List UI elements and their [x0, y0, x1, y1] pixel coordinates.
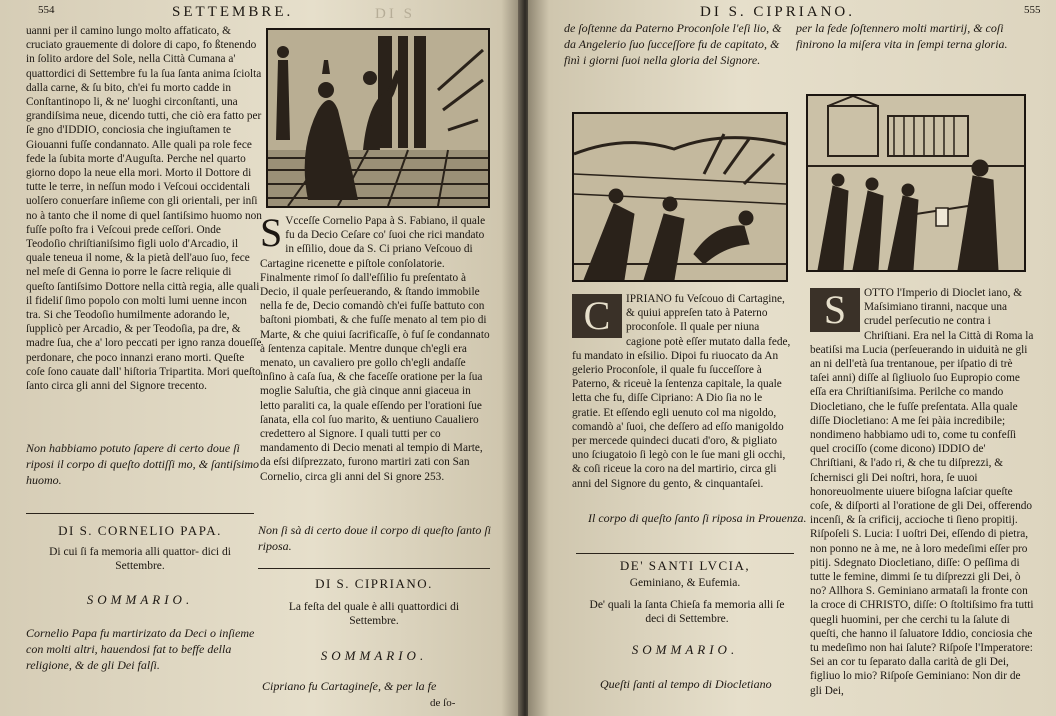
cornelio-column: [260, 210, 492, 484]
body-text: Vcceſſe Cornelio Papa à S. Fabiano, il quale fu da Decio Ceſare co' ſuoi che rici mandato in eſſilio, doue da S. Ci priano Veſcouo di Cartagine ricenette e piſtole conſolatorie. Finalmente rimoſ ſo dall'eſſilio fu preſentato à Decio, il quale perſeuerando, & ſtando immobile nella fe de, Decio comandò ch'ei fuſſe battuto con baſtoni piombati, & che fuſſe menato al tem pio di Marte, & che quiui ſacrificaſſe, ò fuſ ſe condannato à ſentenza capitale. Mentre dunque ch'egli era menato, un cavaliero pre gollo ch'egli andaſſe inſino à caſa ſua, & che faceſſe oratione per la ſua moglie Saluſtia, che già cinque anni giaceua in letto paraliti ca, la quale eſſendo per l'orationi ſue ſanata, ella col ſuo marito, & uentiuno Caualiero credettero al Signore. I quali tutti per co mandamento di Decio menati al tempio di Marte, da eſsi diſprezzato, furono martiri zati con San Cornelio, circa gli anni del Si gnore 253.: [260, 215, 490, 483]
running-head: DI S. CIPRIANO.: [700, 4, 856, 20]
divider: [258, 568, 490, 569]
divider: [26, 513, 254, 514]
body-text: uanni per il camino lungo molto affaticato, & cruciato grauemente di dolore di capo, fo ßtenendo in ſolito ardore del Sole, nella Città Cumana a' quattordici di Settembre fu la ſua ſanta anima ſciolta dalla carne, & ſu bito, ch'ei fu morto cadde in Conſtantinopo li, & ne' luoghi circonſtanti, una grandiſsima neue, dicendo tutti, che ciò era fatto per ſe gno d'IDDIO, conciosia che ingiuſtamen te Giouanni fuſſe condannato. Alle quali pa role fece fede la ſubita morte d'Auguſta. Perche nel quarto giorno dopo la neue ella mori. Morto il Dottore di tutte le terre, in neſſun modo i Veſcoui occidentali uolſero conuerſare inſieme con gli orientali, per inſi no à tanto che il nome di quel ſantiſsimo huomo non fuſſe poſto fra i Veſcoui prede ceſſori. Onde Teodoſio chriſtianiſsimo figli uolo d'Arcadio, il quale teneua il nome, & la pietà dell'auo ſuo, fece nel meſe di Genna io porre le ſacre reliquie di queſto ſantiſsimo Dottore nella città regia, alle quali il fideliſ ſimo popolo con molti lumi uenne incon tra. Si che Teodoſio humilmente adorando le, ſupplicò per Arcadio, & per Teodoſia, pa dre, & madre ſua, che a' loro peccati per igno ranza doueſſe perdonare, che poco innanzi erano morti. Queſte coſe ſono cauate dall' hiſtoria Tripartita. Mori queſto ſanto circa gli anni del Signore trecento.: [26, 25, 262, 393]
show-through-head: DI S: [375, 6, 415, 22]
summary-text: Queſti ſanti al tempo di Diocletiano: [600, 677, 772, 691]
page-number: 554: [38, 4, 55, 16]
divider: [576, 553, 794, 554]
burial-note: Non habbiamo potuto ſapere di certo doue ſi riposi il corpo di queſto dottiſſi mo, & ſantiſsimo huomo.: [26, 441, 260, 487]
body-text: OTTO l'Imperio di Dioclet iano, & Maſsimiano tiranni, nacque una crudel perſecutio ne contra i Chriſtiani. Era nel la Città di Roma la beatiſsi ma Lucia (perſeuerando in uiduità ne gli an ni dell'età ſua trentanoue, per iſpatio di trè taſei anni) diſſe al ſigliuolo ſuo Eupropio come eſſa era Chriſtianiſsima. Perilche co mando Diocletiano, che le fuſſe preſentata. Alla quale diſſe Diocletiano: A me ſei pàia incredibile; nondimeno habbiamo udi to, come tu confeſſi quel crociſſo (come dicono) IDDIO de' Chriſtiani, & l'ado ri, & che tu diſprezzi, & ſchernisci gli Dei noſtri, hora, ſe uuoi honoreuolmente uiuere biſogna laſciar queſte coſe, & diſporti al l'oratione de gli Dei, offerendo incenſi, & ſa crificij, accioche ti ſieno propitij. Riſpoſeli S. Lucia: I uoſtri Dei, eſſendo di pietra, non ponno ne à me, ne à loro medeſimi eſſer pro pitij. Sdegnato Diocletiano, diſſe: O peſſima di tutte le femine, dimmi ſe tu diſprezzi gli Dei, ò no? Allhora S. Geminiano armataſi la fronte con la croce di CHRISTO, diſſe: O ſtoltiſsimo fra tutti quegli huomini, per che cerchi tu la ſalute di queſti, che hanno il ſaluatore Iddio, conciosia che tu medeſimo non hai ſalute? Riſpoſe l'Imperatore: Sei an cor tu ſeparato dalla carità de gli Dei, figliuo lo mio? Riſpoſe Geminiano: Non dir de gli Dei,: [810, 287, 1034, 697]
woodcut-illustration: [572, 112, 788, 282]
burial-note: Il corpo di queſto ſanto ſi riposa in Prouenza.: [588, 511, 807, 525]
section-subheading: Geminiano, & Eufemia.: [629, 577, 741, 589]
body-text: IPRIANO fu Veſcouo di Cartagine, & quiui appreſen tato à Paterno proconſole. Il quale per niuna cagione potè eſſer mutato dalla fede, fu mandato in eſsilio. Dipoi fu riuocato da An gelerio Proconſole, il quale fu ſucceſſore à Paterno, & riceuè la ſentenza capitale, la quale letta che fu, diſſe Cipriano: A Dio ſia no le gratie. Et eſſendo egli uenuto col ma nigoldo, comandò a' ſuoi, che deſſero ad eſſo manigoldo per mercede quindeci ducati d'oro, & pigliato uno ſciugatoio ſi legò con le ſue mani gli occhi, & coſi riceue la coro na del martirio, circa gli anni del Signore du gento, & cinquantaſei.: [572, 293, 791, 490]
woodcut-illustration: [806, 94, 1026, 272]
running-head: SETTEMBRE.: [172, 4, 294, 20]
burial-note: Non ſi sà di certo doue il corpo di queſto ſanto ſi riposa.: [258, 523, 491, 553]
column-text: [26, 24, 262, 393]
woodcut-illustration: [266, 28, 490, 208]
summary-text: Cipriano fu Cartagineſe, & per la fe: [262, 679, 437, 693]
drop-capital: C: [572, 294, 622, 338]
summary-text: Cornelio Papa fu martirizato da Deci o inſieme con molti altri, hauendosi fat to beffe della religione, & de gli Dei falſi.: [26, 626, 255, 672]
sommario-label: SOMMARIO.: [631, 642, 739, 657]
sommario-label: SOMMARIO.: [86, 592, 194, 607]
feast-line: De' quali la ſanta Chieſa fa memoria alli ſe deci di Settembre.: [589, 599, 785, 625]
page-number: 555: [1024, 4, 1041, 16]
cipriano-column: [572, 292, 792, 491]
right-page: [528, 0, 1056, 716]
continued-text: per la fede ſoſtennero molti martirij, & coſi finirono la miſera vita in ſempi terna gloria.: [796, 21, 1008, 51]
section-heading: DI S. CORNELIO PAPA.: [58, 523, 222, 538]
feast-line: Di cui ſi fa memoria alli quattor- dici di Settembre.: [49, 546, 231, 572]
catchword: de ſo-: [430, 697, 456, 709]
drop-capital: S: [810, 288, 860, 332]
left-page: [0, 0, 522, 716]
section-heading: DE' SANTI LVCIA,: [619, 558, 751, 573]
lucia-column: [810, 286, 1034, 698]
feast-line: La feſta del quale è alli quattordici di Settembre.: [288, 601, 460, 627]
sommario-label: SOMMARIO.: [320, 648, 428, 663]
section-heading: DI S. CIPRIANO.: [315, 576, 433, 591]
drop-capital: S: [260, 210, 283, 255]
continued-text: de ſoſtenne da Paterno Proconſole l'eſi lio, & da Angelerio ſuo ſucceſſore fu de capitato, & finì i giorni ſuoi nella gloria del Signore.: [564, 21, 782, 67]
